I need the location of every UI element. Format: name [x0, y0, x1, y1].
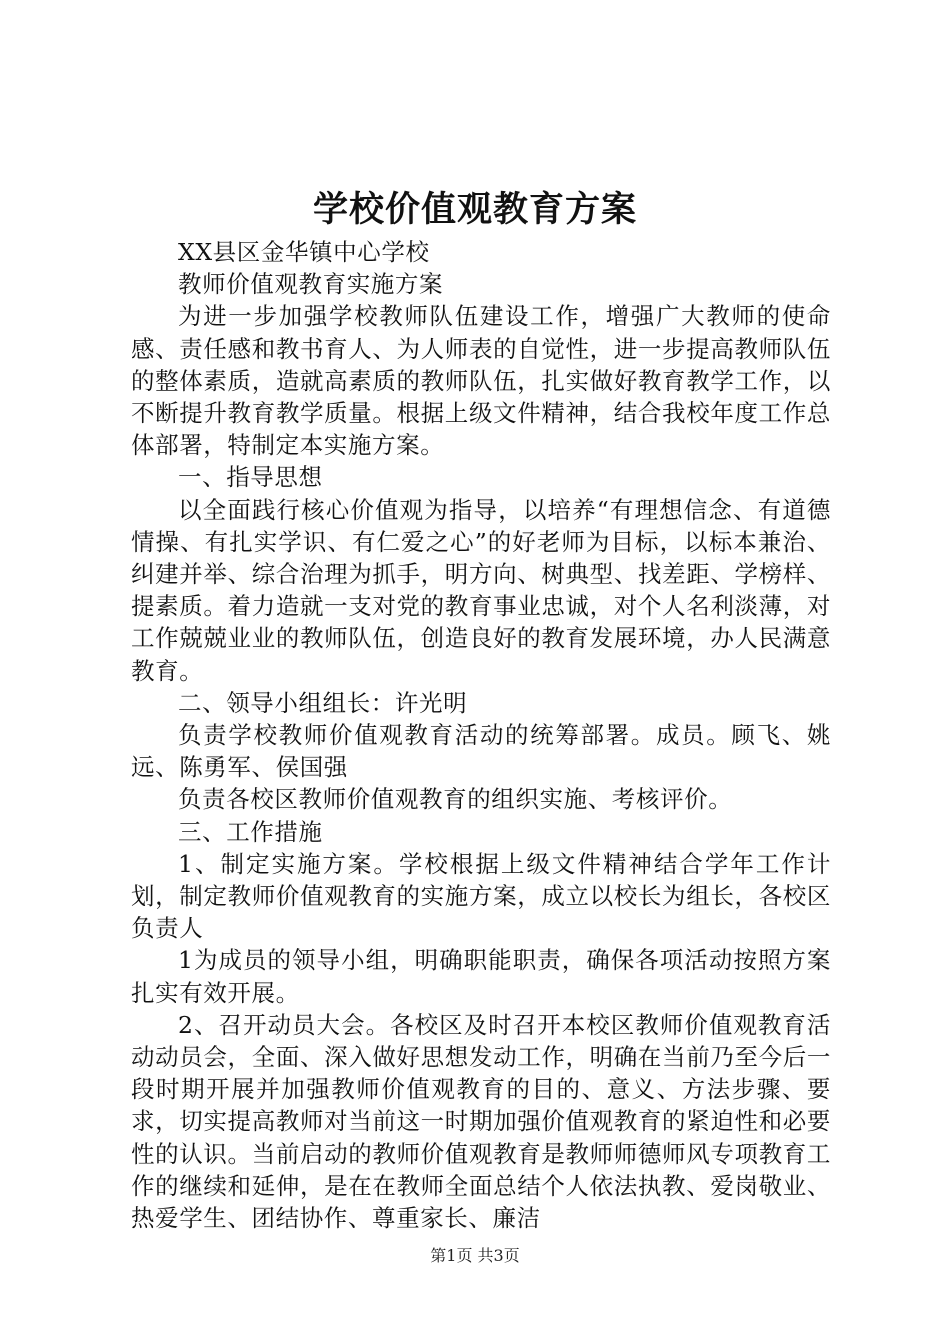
paragraph-measure-1: 1、制定实施方案。学校根据上级文件精神结合学年工作计划，制定教师价值观教育的实施方案，成立以校长为组长，各校区负责人	[131, 849, 831, 943]
document-body	[131, 236, 831, 1234]
paragraph-plan-name: 教师价值观教育实施方案	[178, 270, 444, 299]
paragraph-intro: 为进一步加强学校教师队伍建设工作，增强广大教师的使命感、责任感和教书育人、为人师表的自觉性，进一步提高教师队伍的整体素质，造就高素质的教师队伍，扎实做好教育教学工作，以不断提升教育教学质量。根据上级文件精神，结合我校年度工作总体部署，特制定本实施方案。	[131, 302, 831, 460]
heading-guiding-thought: 一、指导思想	[178, 463, 323, 492]
paragraph-guiding-thought: 以全面践行核心价值观为指导，以培养“有理想信念、有道德情操、有扎实学识、有仁爱之心”的好老师为目标，以标本兼治、纠建并举、综合治理为抓手，明方向、树典型、找差距、学榜样、提素质。着力造就一支对党的教育事业忠诚，对个人名利淡薄，对工作兢兢业业的教师队伍，创造良好的教育发展环境，办人民满意教育。	[131, 495, 831, 685]
paragraph-leadership-members: 负责学校教师价值观教育活动的统筹部署。成员。顾飞、姚远、陈勇军、侯国强	[131, 721, 831, 782]
heading-work-measures: 三、工作措施	[178, 817, 323, 846]
paragraph-measure-1-cont: 1为成员的领导小组，明确职能职责，确保各项活动按照方案扎实有效开展。	[131, 946, 831, 1007]
page-footer: 第1页 共3页	[430, 1246, 520, 1265]
heading-leadership-group: 二、领导小组组长：许光明	[178, 688, 468, 717]
paragraph-school-name: XX县区金华镇中心学校	[178, 238, 430, 266]
paragraph-measure-2: 2、召开动员大会。各校区及时召开本校区教师价值观教育活动动员会，全面、深入做好思想发动工作，明确在当前乃至今后一段时期开展并加强教师价值观教育的目的、意义、方法步骤、要求，切实提高教师对当前这一时期加强价值观教育的紧迫性和必要性的认识。当前启动的教师价值观教育是教师师德师风专项教育工作的继续和延伸，是在在教师全面总结个人依法执教、爱岗敬业、热爱学生、团结协作、尊重家长、廉洁	[131, 1010, 831, 1233]
paragraph-leadership-duties: 负责各校区教师价值观教育的组织实施、考核评价。	[178, 785, 733, 814]
document-title: 学校价值观教育方案	[312, 189, 637, 230]
